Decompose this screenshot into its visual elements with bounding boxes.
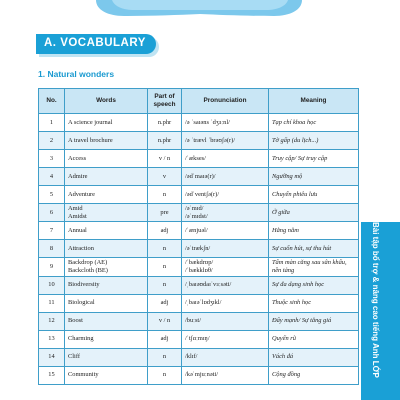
cell-no: 12 <box>39 312 65 330</box>
cell-part-of-speech: n <box>148 258 182 276</box>
table-row <box>39 294 359 312</box>
cell-no: 14 <box>39 348 65 366</box>
cell-pronunciation: /əˈtrækʃn/ <box>182 240 269 258</box>
table-row <box>39 114 359 132</box>
table-row <box>39 276 359 294</box>
cell-no: 2 <box>39 132 65 150</box>
cell-part-of-speech: n <box>148 276 182 294</box>
header-meaning: Meaning <box>269 89 359 114</box>
cell-word-line: Backdrop (AE) <box>68 259 108 267</box>
cell-pronunciation: /ˈænjuəl/ <box>182 222 269 240</box>
cell-meaning: Sự đa dạng sinh học <box>269 276 359 294</box>
cell-pronunciation: /ə ˈsaɪəns ˈdʒɜːnl/ <box>182 114 269 132</box>
cell-word-line: Biological <box>68 299 95 307</box>
cell-pronunciation: /klɪf/ <box>182 348 269 366</box>
cell-meaning: Vách đá <box>269 348 359 366</box>
cell-meaning: Quyến rũ <box>269 330 359 348</box>
table-row <box>39 204 359 222</box>
cell-word <box>65 366 148 384</box>
cell-pronunciation: /ˈækses/ <box>182 150 269 168</box>
cell-pronunciation: /kəˈmjuːnəti/ <box>182 366 269 384</box>
cell-pronunciation: /ədˈmaɪə(r)/ <box>182 168 269 186</box>
cell-word-line: Admire <box>68 172 88 180</box>
cell-word-line: A travel brochure <box>68 136 113 144</box>
cell-pronunciation: /ədˈventʃə(r)/ <box>182 186 269 204</box>
cell-pronunciation: /ə ˈtrævl ˈbrəʊʃə(r)/ <box>182 132 269 150</box>
table-row <box>39 222 359 240</box>
cell-pronunciation-line: /əˈmɪd/ <box>185 205 204 212</box>
cell-part-of-speech: v / n <box>148 312 182 330</box>
cell-pronunciation: /ˈtʃɑːmɪŋ/ <box>182 330 269 348</box>
cell-meaning: Truy cập/ Sự truy cập <box>269 150 359 168</box>
side-tab-text: Bài tập bổ trợ & nâng cao tiếng Anh LỚP <box>371 222 380 378</box>
cell-word <box>65 168 148 186</box>
cell-no: 1 <box>39 114 65 132</box>
cell-meaning: Chuyến phiêu lưu <box>269 186 359 204</box>
cell-meaning: Sự cuốn hút, sự thu hút <box>269 240 359 258</box>
cell-part-of-speech: pre <box>148 204 182 222</box>
table-row <box>39 330 359 348</box>
cell-meaning: Hằng năm <box>269 222 359 240</box>
cell-word <box>65 186 148 204</box>
cell-no: 7 <box>39 222 65 240</box>
table-row <box>39 366 359 384</box>
cell-pronunciation <box>182 258 269 276</box>
cell-word <box>65 222 148 240</box>
table-row <box>39 186 359 204</box>
cell-no: 11 <box>39 294 65 312</box>
cell-part-of-speech: v / n <box>148 150 182 168</box>
cell-part-of-speech: adj <box>148 294 182 312</box>
cell-word-line: Biodiversity <box>68 281 100 289</box>
cell-word <box>65 276 148 294</box>
cell-no: 3 <box>39 150 65 168</box>
cell-word-line: A science journal <box>68 118 113 126</box>
cell-no: 13 <box>39 330 65 348</box>
cell-part-of-speech: adj <box>148 330 182 348</box>
cell-word <box>65 330 148 348</box>
cell-meaning: Tạp chí khoa học <box>269 114 359 132</box>
header-words: Words <box>65 89 148 114</box>
cell-word-line: Adventure <box>68 190 95 198</box>
cell-word <box>65 312 148 330</box>
cell-word <box>65 150 148 168</box>
cell-part-of-speech: n.phr <box>148 114 182 132</box>
section-title: A. VOCABULARY <box>44 37 146 49</box>
table-row <box>39 312 359 330</box>
cell-pronunciation <box>182 204 269 222</box>
table-row <box>39 168 359 186</box>
cell-word <box>65 294 148 312</box>
vocabulary-table <box>38 88 359 385</box>
cell-word-line: Boost <box>68 317 83 325</box>
cell-word <box>65 240 148 258</box>
cell-word <box>65 348 148 366</box>
top-cloud-decoration <box>0 0 400 30</box>
cell-pronunciation-line: /əˈmɪdst/ <box>185 212 208 220</box>
subsection-title: 1. Natural wonders <box>38 69 115 79</box>
cell-part-of-speech: n <box>148 366 182 384</box>
table-row <box>39 348 359 366</box>
cell-word-line: Charming <box>68 335 94 343</box>
cell-pronunciation: /ˌbaɪəˈlɒdʒɪkl/ <box>182 294 269 312</box>
cell-word <box>65 204 148 222</box>
cell-word <box>65 114 148 132</box>
cell-meaning: Thuộc sinh học <box>269 294 359 312</box>
cell-meaning: Ngưỡng mộ <box>269 168 359 186</box>
vocabulary-table-body <box>39 114 359 385</box>
cell-no: 6 <box>39 204 65 222</box>
cell-word-line: Annual <box>68 227 87 235</box>
cell-part-of-speech: n <box>148 186 182 204</box>
cell-part-of-speech: n <box>148 240 182 258</box>
cell-no: 5 <box>39 186 65 204</box>
cell-word-line: Access <box>68 154 87 162</box>
cell-word <box>65 258 148 276</box>
cell-word-line: Backcloth (BE) <box>68 267 108 275</box>
header-part-of-speech: Part of speech <box>148 89 182 114</box>
cell-no: 10 <box>39 276 65 294</box>
cell-no: 9 <box>39 258 65 276</box>
cell-no: 8 <box>39 240 65 258</box>
cell-pronunciation: /buːst/ <box>182 312 269 330</box>
cell-meaning: Tờ gấp (du lịch...) <box>269 132 359 150</box>
cell-word-line: Community <box>68 371 99 379</box>
cell-no: 15 <box>39 366 65 384</box>
table-row <box>39 258 359 276</box>
cell-word-line: Amidst <box>68 212 87 220</box>
header-no: No. <box>39 89 65 114</box>
cell-word-line: Amid <box>68 205 83 212</box>
cell-word-line: Attraction <box>68 245 94 253</box>
cell-part-of-speech: n <box>148 348 182 366</box>
table-header-row <box>39 89 359 114</box>
cell-part-of-speech: n.phr <box>148 132 182 150</box>
table-row <box>39 132 359 150</box>
header-pronunciation: Pronunciation <box>182 89 269 114</box>
cell-pronunciation-line: /ˈbækklɒθ/ <box>185 267 213 275</box>
cell-meaning: Đẩy mạnh/ Sự tăng giá <box>269 312 359 330</box>
cell-meaning: Cộng đồng <box>269 366 359 384</box>
table-row <box>39 150 359 168</box>
cell-pronunciation-line: /ˈbækdrɒp/ <box>185 259 214 267</box>
cell-no: 4 <box>39 168 65 186</box>
cell-pronunciation: /ˌbaɪəʊdaɪˈvɜːsəti/ <box>182 276 269 294</box>
cell-meaning: Tấm màn căng sau sân khấu, nền tảng <box>269 258 359 276</box>
cell-meaning: Ở giữa <box>269 204 359 222</box>
cell-part-of-speech: adj <box>148 222 182 240</box>
cell-part-of-speech: v <box>148 168 182 186</box>
cell-word <box>65 132 148 150</box>
table-row <box>39 240 359 258</box>
cell-word-line: Cliff <box>68 353 80 361</box>
